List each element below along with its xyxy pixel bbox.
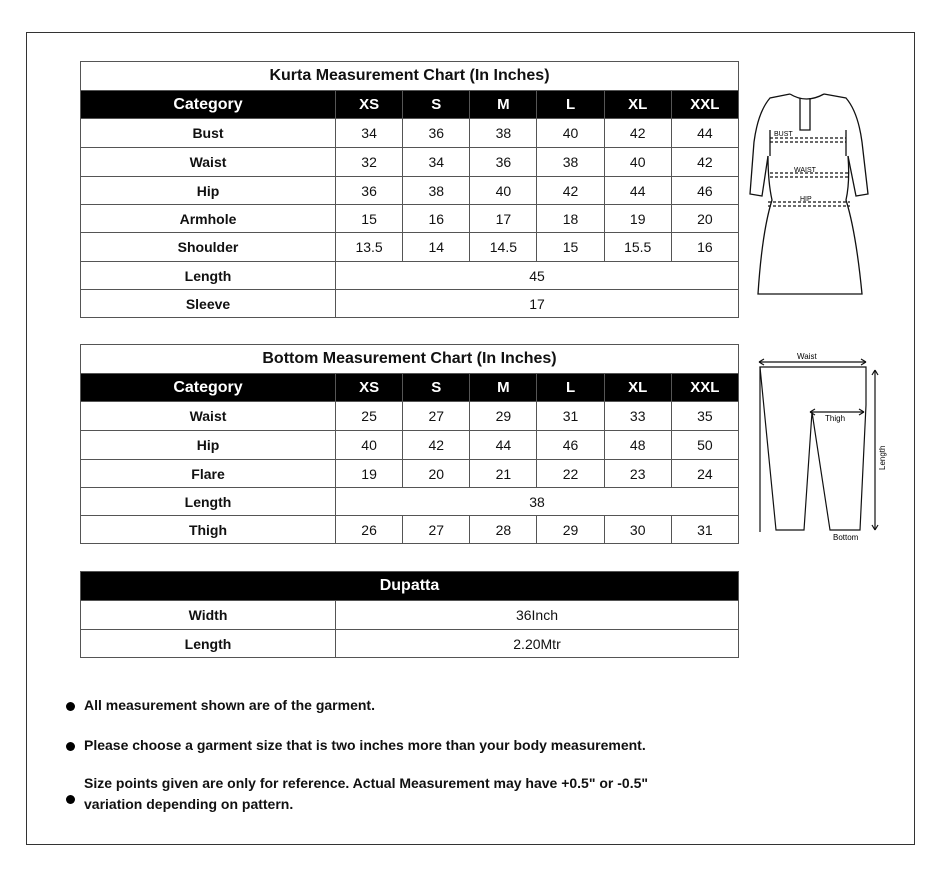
cell-value: 2.20Mtr [336, 630, 739, 658]
cell-value: 21 [470, 460, 537, 488]
header-size: L [537, 374, 604, 402]
table-row [81, 148, 739, 177]
dupatta-table-title: Dupatta [81, 572, 739, 601]
cell-value: 14.5 [470, 233, 537, 262]
row-label: Hip [81, 177, 336, 205]
table-row [81, 290, 739, 318]
cell-value: 38 [537, 148, 604, 177]
row-label: Length [81, 262, 336, 290]
waist-label: Waist [797, 352, 817, 361]
cell-value: 20 [403, 460, 470, 488]
list-item [66, 697, 375, 713]
table-row [81, 262, 739, 290]
row-label: Armhole [81, 205, 336, 233]
note-text-block [84, 773, 648, 815]
cell-value: 15 [537, 233, 604, 262]
cell-value: 38 [470, 119, 537, 148]
cell-value: 29 [537, 516, 604, 544]
cell-value: 50 [671, 431, 738, 460]
row-label: Bust [81, 119, 336, 148]
waist-label: WAIST [794, 167, 816, 174]
thigh-label: Thigh [825, 414, 846, 423]
list-item [66, 773, 648, 815]
cell-value: 44 [671, 119, 738, 148]
bottom-measurement-table [80, 344, 739, 544]
cell-value: 40 [336, 431, 403, 460]
header-size: L [537, 91, 604, 119]
table-row [81, 233, 739, 262]
row-label: Waist [81, 402, 336, 431]
cell-value: 27 [403, 402, 470, 431]
cell-value: 17 [336, 290, 739, 318]
row-label: Shoulder [81, 233, 336, 262]
note-text: variation depending on pattern. [84, 796, 294, 812]
cell-value: 36 [336, 177, 403, 205]
table-row [81, 402, 739, 431]
note-text: Please choose a garment size that is two inches more than your body measurement. [84, 737, 646, 753]
cell-value: 29 [470, 402, 537, 431]
kurta-header-row [81, 91, 739, 119]
cell-value: 15.5 [604, 233, 671, 262]
cell-value: 40 [604, 148, 671, 177]
cell-value: 48 [604, 431, 671, 460]
cell-value: 16 [403, 205, 470, 233]
header-size: XL [604, 91, 671, 119]
table-row [81, 601, 739, 630]
table-row [81, 205, 739, 233]
cell-value: 26 [336, 516, 403, 544]
note-text: All measurement shown are of the garment. [84, 697, 375, 713]
cell-value: 36 [470, 148, 537, 177]
cell-value: 40 [470, 177, 537, 205]
cell-value: 25 [336, 402, 403, 431]
cell-value: 44 [470, 431, 537, 460]
row-label: Flare [81, 460, 336, 488]
cell-value: 13.5 [336, 233, 403, 262]
cell-value: 42 [537, 177, 604, 205]
row-label: Length [81, 488, 336, 516]
header-size: S [403, 374, 470, 402]
kurta-measurement-table [80, 61, 739, 318]
header-size: XXL [671, 91, 738, 119]
cell-value: 38 [403, 177, 470, 205]
kurta-diagram-icon [748, 82, 872, 300]
header-size: M [470, 374, 537, 402]
row-label: Sleeve [81, 290, 336, 318]
header-size: S [403, 91, 470, 119]
cell-value: 33 [604, 402, 671, 431]
cell-value: 22 [537, 460, 604, 488]
bust-label: BUST [774, 131, 793, 138]
header-size: XL [604, 374, 671, 402]
cell-value: 20 [671, 205, 738, 233]
cell-value: 46 [671, 177, 738, 205]
table-row [81, 431, 739, 460]
bottom-diagram-icon [752, 350, 892, 545]
header-size: M [470, 91, 537, 119]
cell-value: 46 [537, 431, 604, 460]
cell-value: 44 [604, 177, 671, 205]
cell-value: 31 [537, 402, 604, 431]
table-row [81, 630, 739, 658]
kurta-table-title: Kurta Measurement Chart (In Inches) [81, 62, 739, 91]
table-row [81, 516, 739, 544]
header-size: XXL [671, 374, 738, 402]
cell-value: 27 [403, 516, 470, 544]
cell-value: 30 [604, 516, 671, 544]
cell-value: 14 [403, 233, 470, 262]
cell-value: 17 [470, 205, 537, 233]
bullet-icon [66, 742, 75, 751]
table-row [81, 488, 739, 516]
cell-value: 45 [336, 262, 739, 290]
bullet-icon [66, 702, 75, 711]
cell-value: 19 [336, 460, 403, 488]
dupatta-table [80, 571, 739, 658]
table-row [81, 119, 739, 148]
bottom-header-row [81, 374, 739, 402]
cell-value: 38 [336, 488, 739, 516]
cell-value: 35 [671, 402, 738, 431]
cell-value: 23 [604, 460, 671, 488]
cell-value: 36 [403, 119, 470, 148]
cell-value: 42 [403, 431, 470, 460]
row-label: Waist [81, 148, 336, 177]
cell-value: 31 [671, 516, 738, 544]
bullet-icon [66, 795, 75, 804]
cell-value: 16 [671, 233, 738, 262]
cell-value: 40 [537, 119, 604, 148]
cell-value: 42 [604, 119, 671, 148]
bottom-label: Bottom [833, 533, 859, 542]
bottom-table-title: Bottom Measurement Chart (In Inches) [81, 345, 739, 374]
cell-value: 32 [336, 148, 403, 177]
header-size: XS [336, 374, 403, 402]
cell-value: 34 [403, 148, 470, 177]
table-row [81, 177, 739, 205]
cell-value: 42 [671, 148, 738, 177]
header-category: Category [81, 91, 336, 119]
note-text: Size points given are only for reference. Actual Measurement may have +0.5" or -0.5" [84, 775, 649, 791]
cell-value: 28 [470, 516, 537, 544]
list-item [66, 737, 646, 753]
row-label: Length [81, 630, 336, 658]
row-label: Hip [81, 431, 336, 460]
hip-label: HIP [800, 196, 812, 203]
length-label: Length [878, 445, 887, 470]
row-label: Width [81, 601, 336, 630]
header-size: XS [336, 91, 403, 119]
cell-value: 24 [671, 460, 738, 488]
table-row [81, 460, 739, 488]
cell-value: 18 [537, 205, 604, 233]
cell-value: 19 [604, 205, 671, 233]
header-category: Category [81, 374, 336, 402]
cell-value: 15 [336, 205, 403, 233]
row-label: Thigh [81, 516, 336, 544]
cell-value: 36Inch [336, 601, 739, 630]
cell-value: 34 [336, 119, 403, 148]
